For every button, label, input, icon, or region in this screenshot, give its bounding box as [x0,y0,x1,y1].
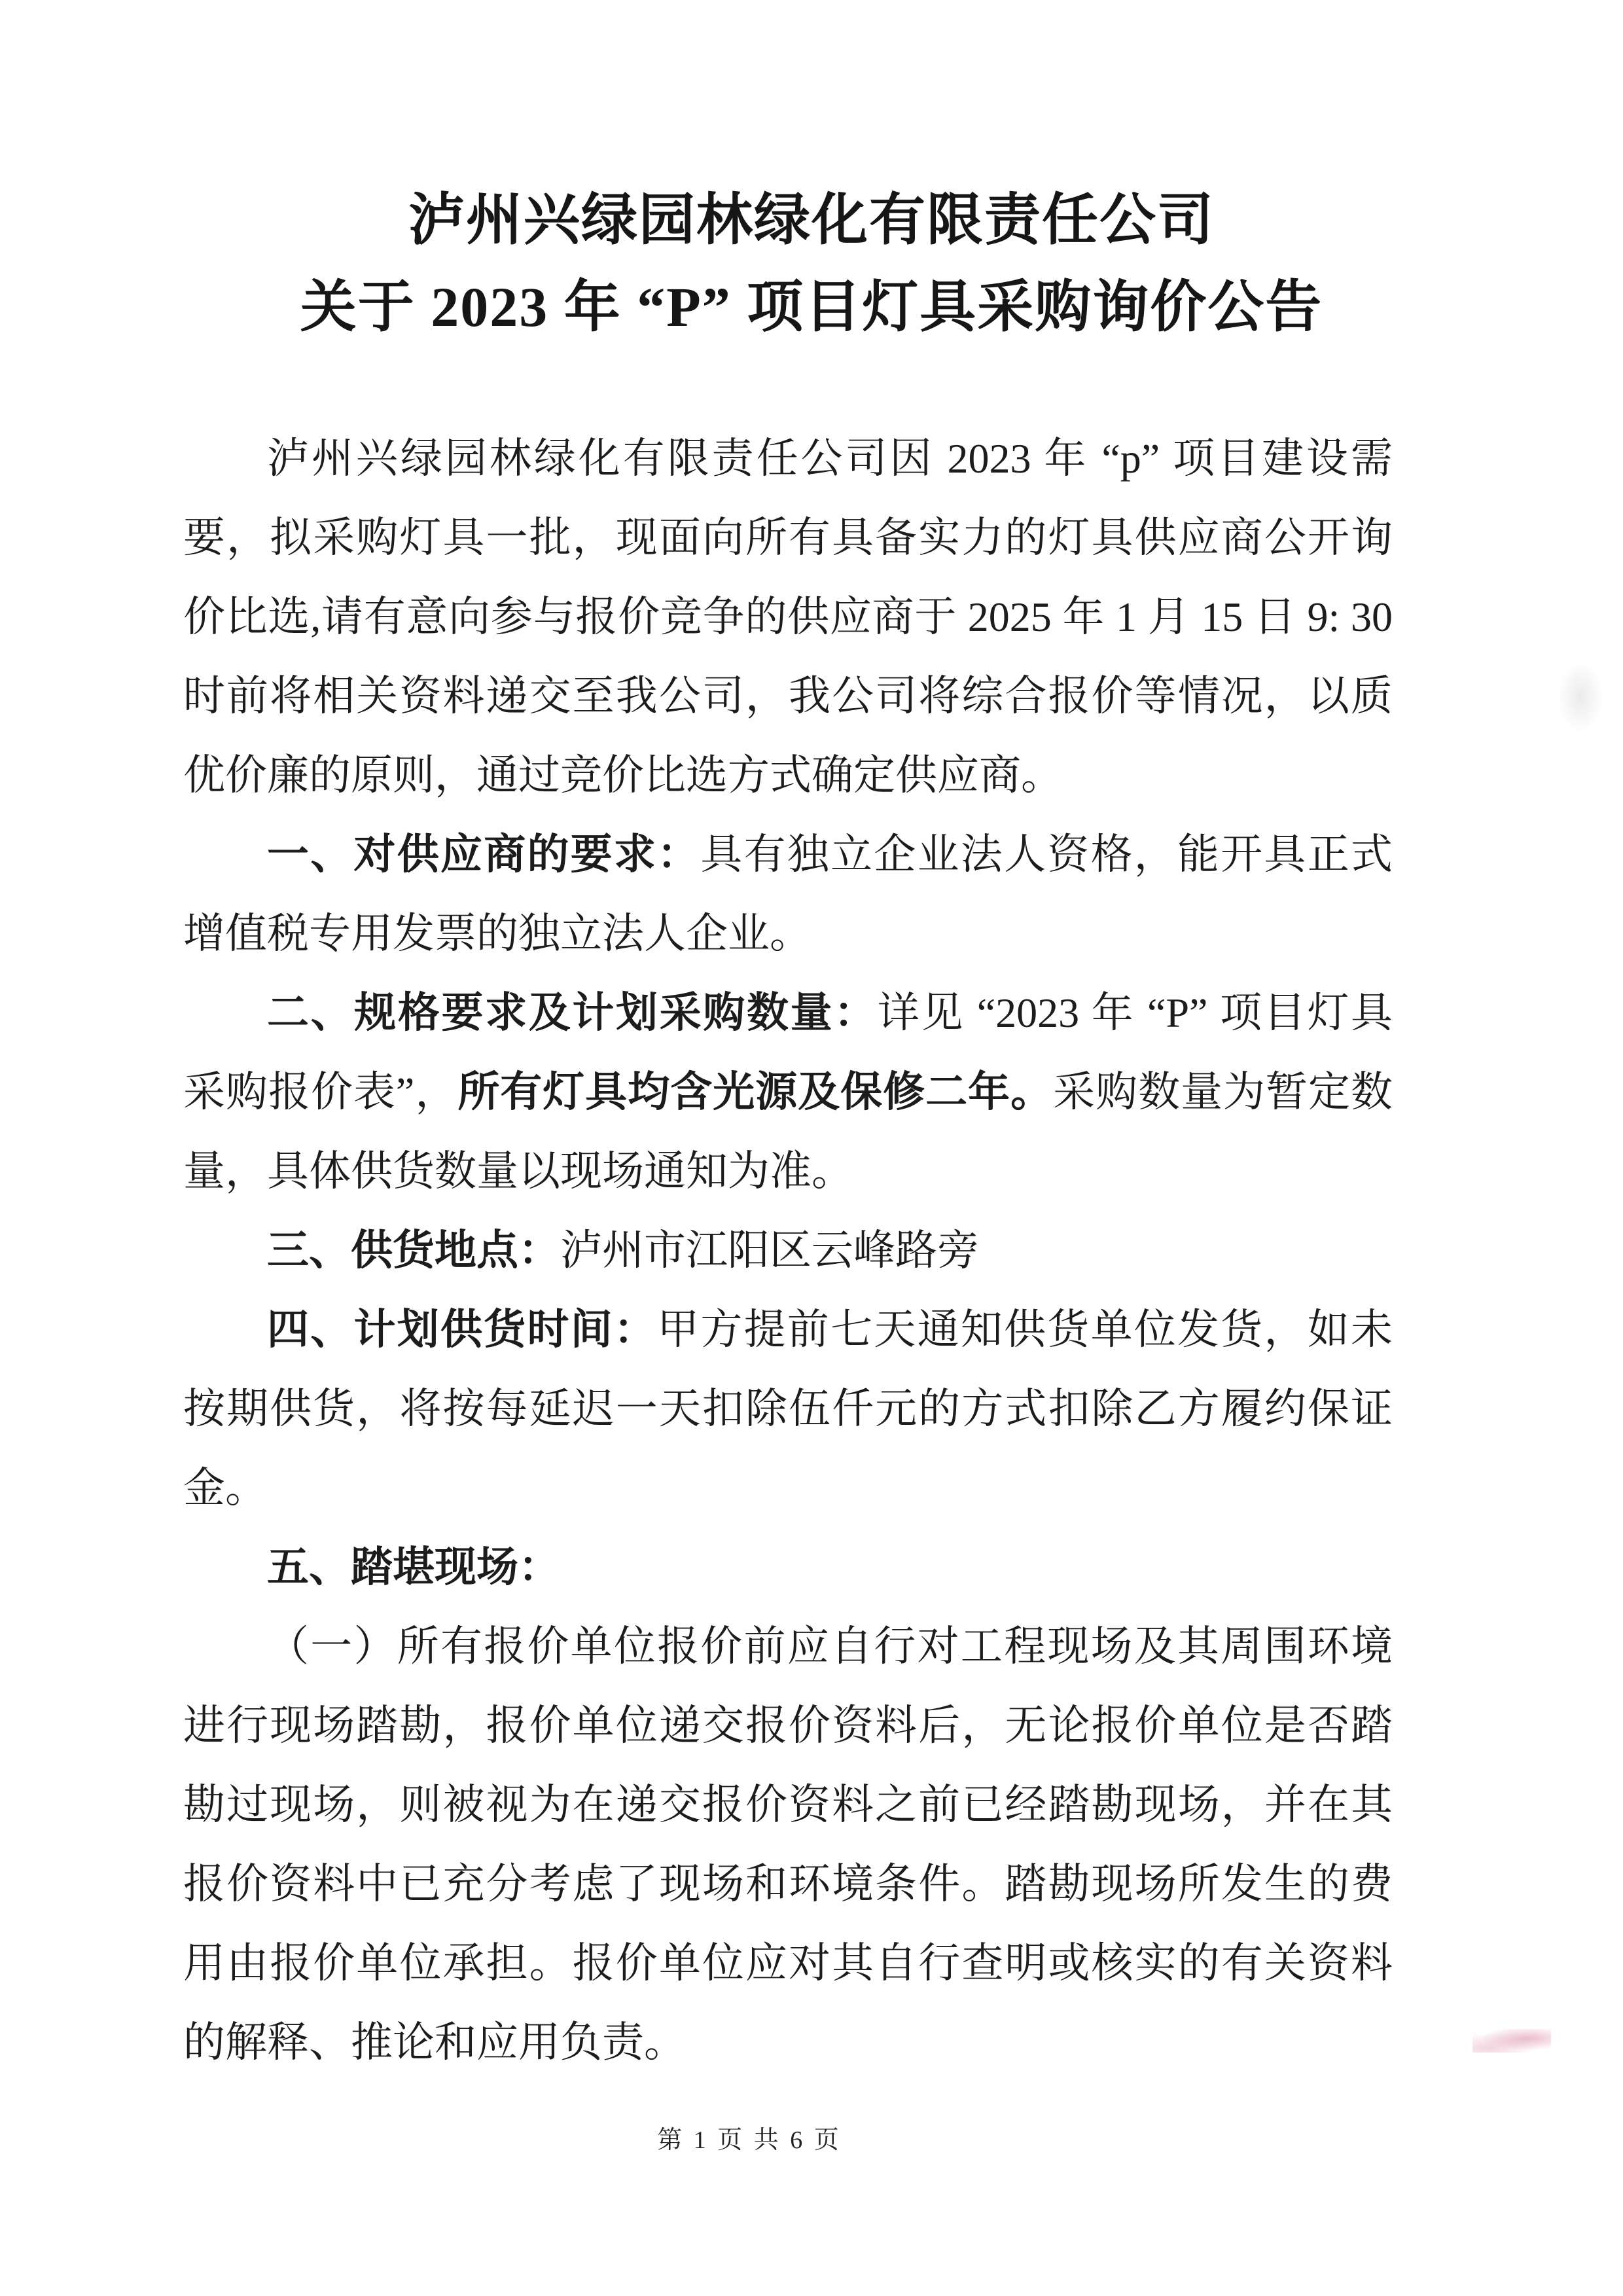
text-run: 一、对供应商的要求： [267,831,701,878]
text-run: 具有独立企业法人资格，能开具正式增值税专用发票的独立法人企业。 [183,831,1393,957]
text-run: （一）所有报价单位报价前应自行对工程现场及其周围环境进行现场踏勘，报价单位递交报价资料后，无论报价单位是否踏勘过现场，则被视为在递交报价资料之前已经踏勘现场，并在其报价资料中已充分考虑了现场和环境条件。踏勘现场所发生的费用由报价单位承担。报价单位应对其自行查明或核实的有关资料的解释、推论和应用负责。 [183,1623,1393,2066]
text-run: 五、踏堪现场： [267,1543,560,1590]
paragraph [183,973,1393,1211]
title-line-2: 关于 2023 年 “P” 项目灯具采购询价公告 [300,276,1323,338]
text-run: 泸州兴绿园林绿化有限责任公司因 2023 年 “p” 项目建设需要，拟采购灯具一批，现面向所有具备实力的灯具供应商公开询价比选,请有意向参与报价竞争的供应商于 2025 年 1 月 15 日 9: 30 时前将相关资料递交至我公司，我公司将综合报价等情况，以质优价廉的原则，通过竞价比选方式确定供应商。 [183,435,1393,798]
text-run: 所有灯具均含光源及保修二年。 [457,1068,1054,1115]
text-run: 泸州市江阳区云峰路旁 [560,1227,979,1274]
paragraph [183,1290,1393,1528]
text-run: 甲方提前七天通知供货单位发货，如未按期供货，将按每延迟一天扣除伍仟元的方式扣除乙方履约保证金。 [183,1306,1393,1511]
text-run: 详见 “2023 年 “P” 项目灯具采购报价表”， [183,990,1393,1115]
document-title [0,177,1623,351]
text-run: 三、供货地点： [267,1227,560,1274]
text-run: 采购数量为暂定数量，具体供货数量以现场通知为准。 [183,1069,1393,1194]
text-run: 四、计划供货时间： [267,1306,658,1353]
scan-artifact-speckle [1472,2029,1551,2053]
paragraph [183,1211,1393,1290]
document-body [183,419,1393,2082]
paragraph [183,1528,1393,1607]
scan-artifact-smudge [1558,661,1603,733]
title-line-1: 泸州兴绿园林绿化有限责任公司 [408,188,1215,251]
paragraph [183,419,1393,815]
page-number: 第 1 页 共 6 页 [657,2126,842,2154]
paragraph [183,1607,1393,2082]
paragraph [183,815,1393,973]
text-run: 二、规格要求及计划采购数量： [267,989,878,1036]
